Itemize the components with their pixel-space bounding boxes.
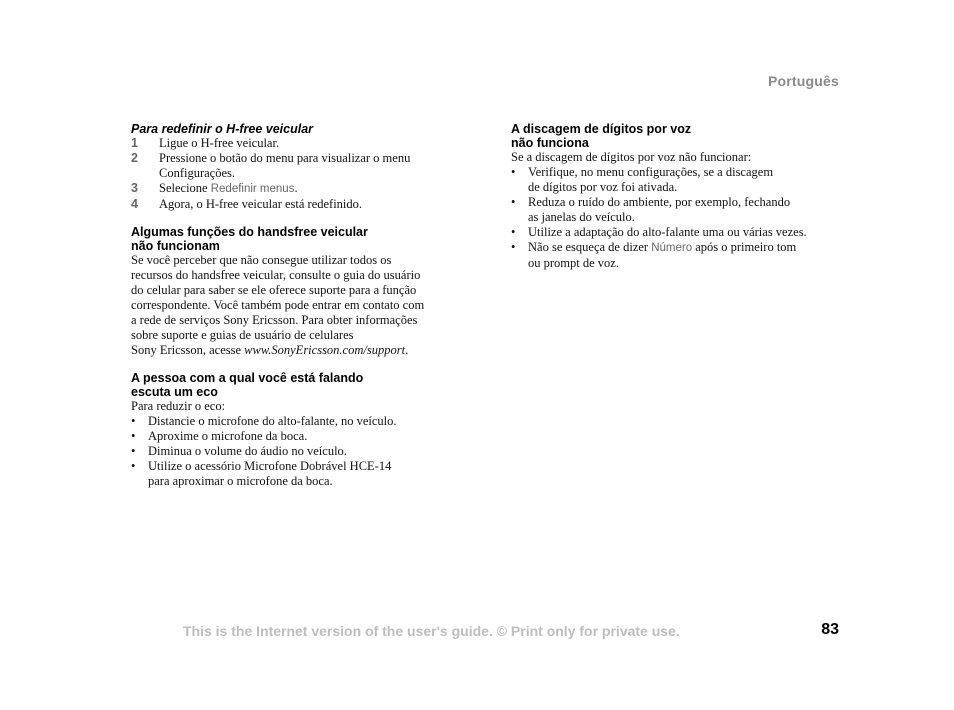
list-item-text: Utilize a adaptação do alto-falante uma ou várias vezes. (528, 225, 807, 239)
title-line: A pessoa com a qual você está falando (131, 371, 364, 385)
list-item-post: após o primeiro tom (692, 240, 797, 254)
list-item-line: de dígitos por voz foi ativada. (528, 180, 678, 194)
list-item-line: para aproximar o microfone da boca. (148, 474, 333, 488)
para-line: Sony Ericsson, acesse (131, 343, 245, 357)
left-column (131, 122, 461, 489)
step-text: Ligue o H-free veicular. (159, 136, 280, 150)
footer-notice: This is the Internet version of the user's guide. © Print only for private use. (183, 623, 680, 639)
step-1 (131, 136, 461, 151)
para-line: do celular para saber se ele oferece suporte para a função (131, 283, 417, 297)
section-title-functions (131, 225, 461, 253)
right-column (511, 122, 841, 271)
language-label: Português (767, 73, 839, 89)
para-line: Se você perceber que não consegue utilizar todos os (131, 253, 392, 267)
list-item-text (148, 459, 391, 489)
title-line: não funcionam (131, 239, 220, 253)
page-number: 83 (821, 621, 839, 638)
para-line: correspondente. Você também pode entrar em contato com (131, 298, 425, 312)
step-4 (131, 197, 461, 212)
list-item-text: Diminua o volume do áudio no veículo. (148, 444, 347, 458)
step-number: 3 (131, 181, 138, 195)
voice-bullets (511, 165, 841, 271)
step-text (159, 151, 410, 181)
list-item: • Utilize o acessório Microfone Dobrável HCE-14 para aproximar o microfone da boca. (131, 459, 392, 488)
list-item-line: Verifique, no menu configurações, se a discagem (528, 165, 774, 179)
list-item-text (528, 165, 773, 195)
step-text-pre: Selecione (159, 181, 211, 195)
list-item: • Não se esqueça de dizer Número após o primeiro tom ou prompt de voz. (511, 240, 797, 270)
section-title-voice-dialing (511, 122, 841, 150)
title-line: escuta um eco (131, 385, 218, 399)
step-text-line: Pressione o botão do menu para visualizar o menu (159, 151, 411, 165)
title-line: A discagem de dígitos por voz (511, 122, 692, 136)
step-number: 4 (131, 197, 138, 211)
para-line: recursos do handsfree veicular, consulte o guia do usuário (131, 268, 421, 282)
section-title-reset: Para redefinir o H-free veicular (131, 122, 314, 136)
title-line: não funciona (511, 136, 589, 150)
echo-intro: Para reduzir o eco: (131, 399, 226, 413)
step-2 (131, 151, 461, 181)
step-3 (131, 181, 461, 197)
list-item-text: Aproxime o microfone da boca. (148, 429, 308, 443)
menu-term-numero: Número (651, 242, 693, 254)
menu-term-redefinir: Redefinir menus (210, 183, 295, 195)
para-line: a rede de serviços Sony Ericsson. Para obter informações (131, 313, 418, 327)
section-title-echo (131, 371, 461, 399)
list-item: • Utilize a adaptação do alto-falante uma ou várias vezes. (511, 225, 807, 239)
reset-steps (131, 136, 461, 212)
list-item: • Distancie o microfone do alto-falante, no veículo. (131, 414, 397, 428)
list-item: • Diminua o volume do áudio no veículo. (131, 444, 347, 458)
voice-intro: Se a discagem de dígitos por voz não funcionar: (511, 150, 752, 164)
step-text-post: . (294, 181, 298, 195)
list-item: • Aproxime o microfone da boca. (131, 429, 308, 443)
list-item-line: Utilize o acessório Microfone Dobrável HCE-14 (148, 459, 392, 473)
list-item-text: Distancie o microfone do alto-falante, no veículo. (148, 414, 397, 428)
step-text-line: Configurações. (159, 166, 236, 180)
list-item-text (528, 240, 796, 271)
step-text: Agora, o H-free veicular está redefinido. (159, 197, 363, 211)
echo-bullets (131, 414, 461, 489)
list-item: • Verifique, no menu configurações, se a discagem de dígitos por voz foi ativada. (511, 165, 774, 194)
list-item-line: as janelas do veículo. (528, 210, 635, 224)
step-text (159, 181, 298, 197)
support-url: www.SonyEricsson.com/support (244, 343, 406, 357)
list-item-line: Reduza o ruído do ambiente, por exemplo, fechando (528, 195, 791, 209)
list-item: • Reduza o ruído do ambiente, por exemplo, fechando as janelas do veículo. (511, 195, 791, 224)
list-item-pre: Não se esqueça de dizer (528, 240, 652, 254)
step-number: 2 (131, 151, 138, 165)
step-number: 1 (131, 136, 138, 150)
title-line: Algumas funções do handsfree veicular (131, 225, 368, 239)
para-line-end: . (405, 343, 409, 357)
list-item-line: ou prompt de voz. (528, 256, 619, 270)
para-line: sobre suporte e guias de usuário de celulares (131, 328, 354, 342)
list-item-text (528, 195, 790, 225)
functions-paragraph (131, 253, 461, 358)
